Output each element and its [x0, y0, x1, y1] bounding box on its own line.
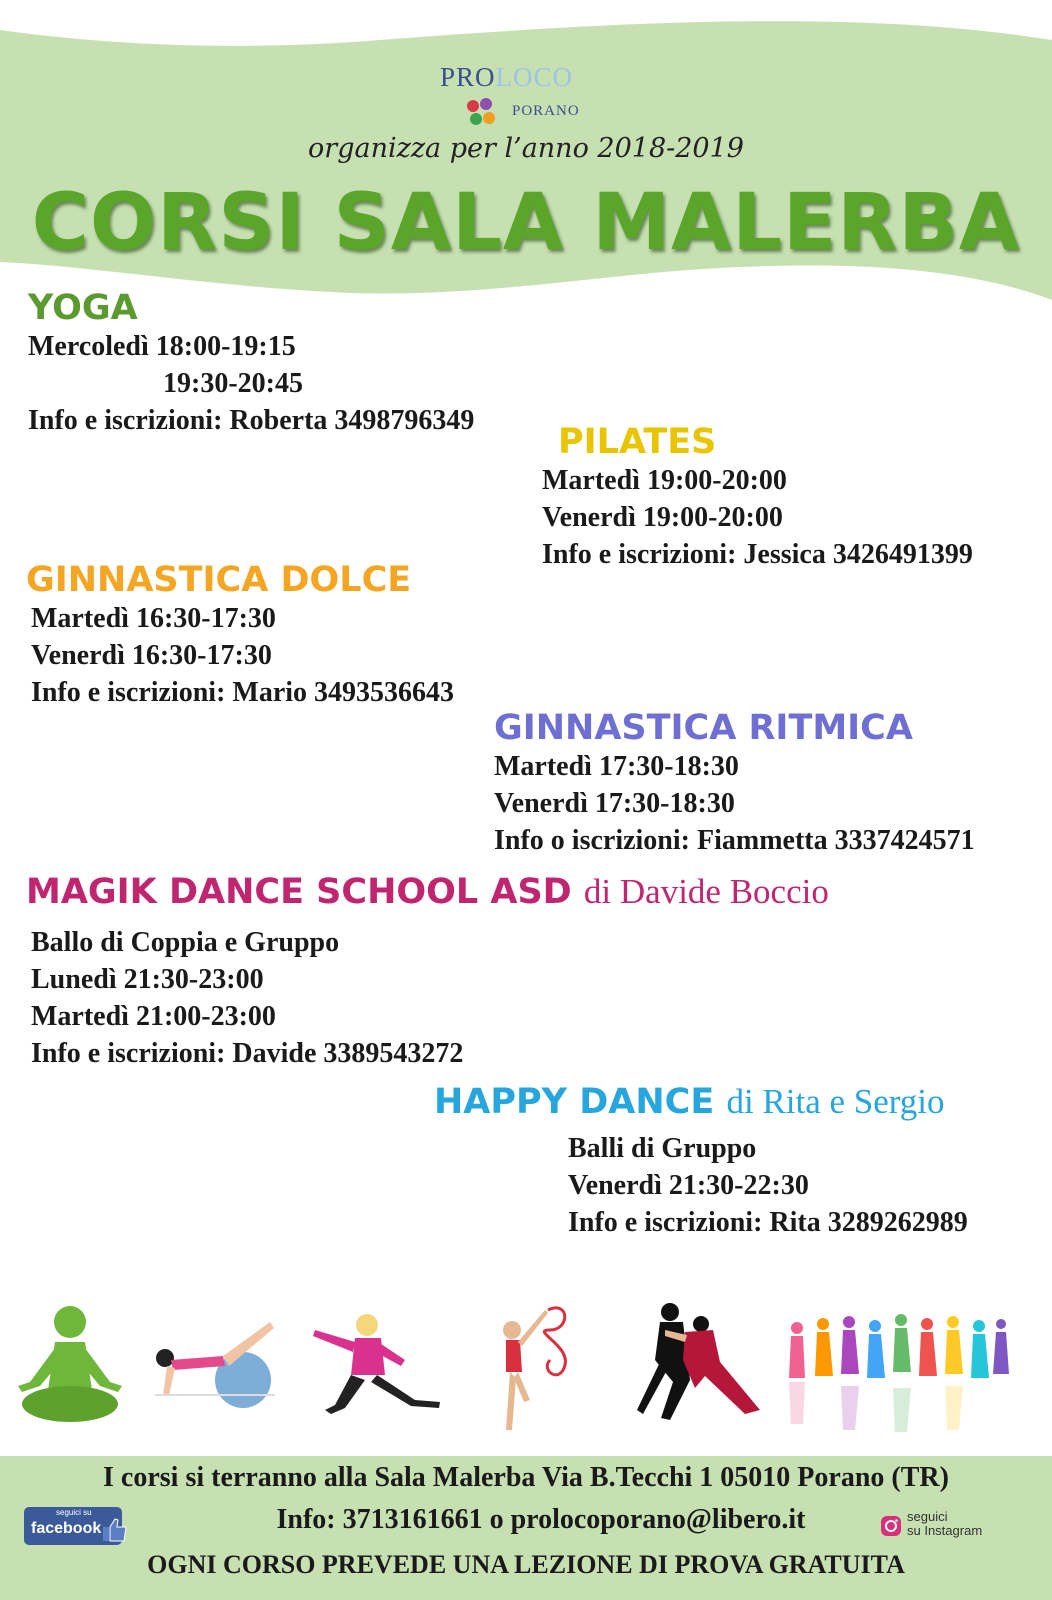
- footer-location: I corsi si terranno alla Sala Malerba Via B.Tecchi 1 05010 Porano (TR): [103, 1462, 949, 1493]
- course-title-yoga: YOGA: [28, 288, 138, 328]
- meditation-silhouette-icon: [10, 1300, 130, 1440]
- contact-line: Info e iscrizioni: Mario 3493536643: [31, 677, 455, 708]
- course-title-magik-dance: MAGIK DANCE SCHOOL ASD: [26, 872, 572, 912]
- course-title-ginnastica-dolce: GINNASTICA DOLCE: [26, 560, 412, 600]
- footer-contact: Info: 3713161661 o prolocoporano@libero.it: [276, 1504, 806, 1535]
- instagram-icon: [880, 1515, 902, 1537]
- contact-line: Info e iscrizioni: Rita 3289262989: [568, 1207, 968, 1238]
- schedule-line: Ballo di Coppia e Gruppo: [31, 927, 340, 958]
- proloco-logo: [440, 62, 573, 93]
- facebook-name: facebook: [31, 1520, 102, 1537]
- course-magik-dance: [26, 872, 829, 1072]
- contact-line: Info e iscrizioni: Davide 3389543272: [31, 1038, 464, 1069]
- course-title-ginnastica-ritmica: GINNASTICA RITMICA: [494, 708, 913, 748]
- schedule-line: Venerdì 19:00-20:00: [542, 502, 783, 533]
- course-ginnastica-dolce: [26, 560, 454, 711]
- schedule-line: 19:30-20:45: [163, 368, 303, 399]
- schedule-line: Martedì 17:30-18:30: [494, 751, 739, 782]
- subtitle: organizza per l’anno 2018-2019: [308, 133, 744, 164]
- schedule-line: Martedì 19:00-20:00: [542, 465, 787, 496]
- schedule-line: Venerdì 17:30-18:30: [494, 788, 735, 819]
- contact-line: Info o iscrizioni: Fiammetta 3337424571: [494, 825, 975, 856]
- thumbs-up-icon: [102, 1517, 128, 1543]
- schedule-line: Balli di Gruppo: [568, 1133, 757, 1164]
- course-pilates: [542, 422, 973, 573]
- hands-logo-icon: [464, 96, 500, 130]
- instagram-name: su Instagram: [907, 1523, 983, 1538]
- schedule-line: Lunedì 21:30-23:00: [31, 964, 264, 995]
- logo-pro-text: PRO: [440, 62, 496, 92]
- tai-chi-figure-icon: [305, 1300, 445, 1440]
- schedule-line: Martedì 16:30-17:30: [31, 603, 276, 634]
- page-title: CORSI SALA MALERBA: [31, 178, 1021, 268]
- footer-notice: OGNI CORSO PREVEDE UNA LEZIONE DI PROVA GRATUITA: [147, 1550, 905, 1579]
- schedule-line: Venerdì 16:30-17:30: [31, 640, 272, 671]
- rhythmic-gymnast-ribbon-icon: [470, 1300, 580, 1440]
- facebook-follow-text: seguici su: [56, 1508, 92, 1517]
- course-instructor: di Davide Boccio: [583, 872, 829, 911]
- pilates-ball-icon: [145, 1300, 285, 1440]
- facebook-badge[interactable]: [24, 1507, 122, 1545]
- course-ginnastica-ritmica: [494, 708, 975, 859]
- course-title-happy-dance: HAPPY DANCE: [434, 1082, 715, 1122]
- contact-line: Info e iscrizioni: Jessica 3426491399: [542, 539, 973, 570]
- schedule-line: Venerdì 21:30-22:30: [568, 1170, 809, 1201]
- instagram-follow-text: seguici: [907, 1509, 948, 1524]
- course-happy-dance: [434, 1082, 968, 1241]
- course-yoga: [28, 288, 474, 439]
- schedule-line: Martedì 21:00-23:00: [31, 1001, 276, 1032]
- logo-loco-text: LOCO: [495, 62, 574, 92]
- schedule-line: Mercoledì 18:00-19:15: [28, 331, 296, 362]
- group-dancers-icon: [785, 1300, 1010, 1440]
- dancing-couple-icon: [625, 1300, 765, 1440]
- course-title-pilates: PILATES: [558, 422, 717, 462]
- course-instructor: di Rita e Sergio: [726, 1082, 945, 1121]
- contact-line: Info e iscrizioni: Roberta 3498796349: [28, 405, 475, 436]
- logo-place-text: PORANO: [512, 103, 580, 119]
